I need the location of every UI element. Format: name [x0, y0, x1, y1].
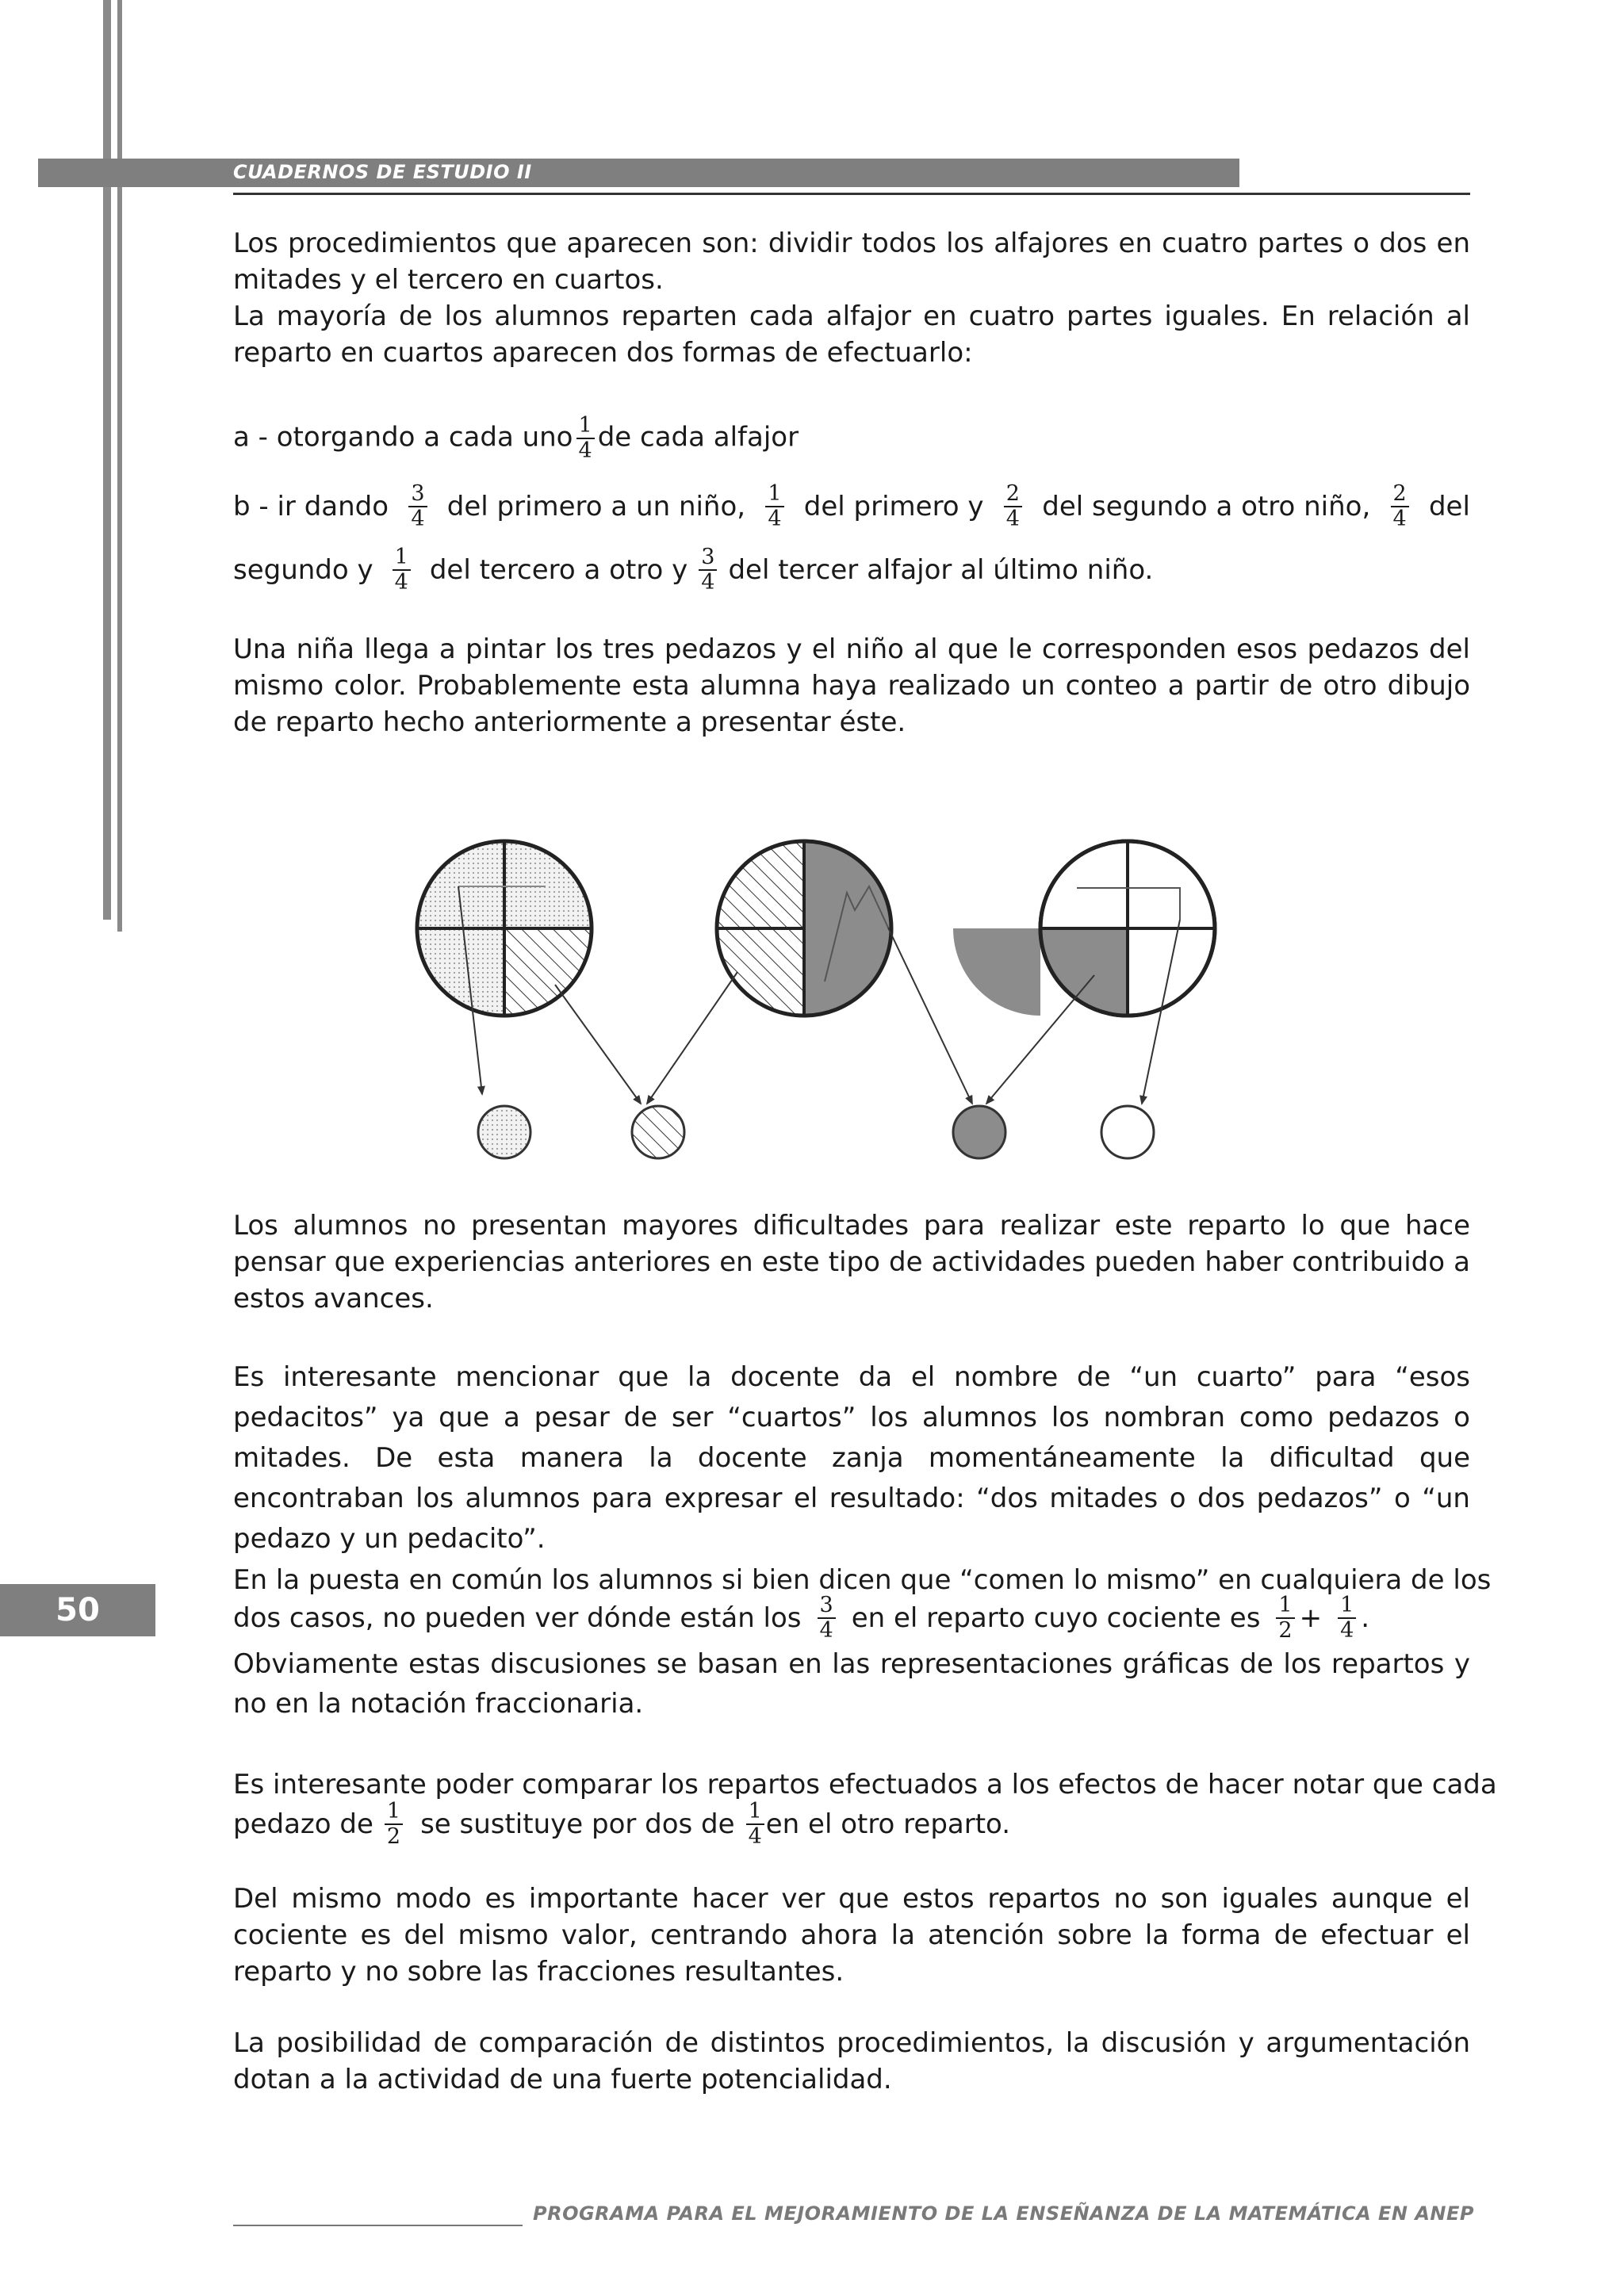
p7-text-1: pedazo de [233, 1808, 373, 1840]
fraction: $\frac{1}{4}$ [765, 482, 783, 531]
cookie-circle-1 [417, 841, 592, 1016]
option-a-text: a - otorgando a cada uno [233, 421, 573, 453]
p7-text-3: en el otro reparto. [765, 1808, 1011, 1840]
paragraph-4: Los alumnos no presentan mayores dificultades para realizar este reparto lo que hace pensar que experiencias anteriores en este tipo de actividades pueden haber contribuido a estos avances. [233, 1210, 1470, 1314]
fraction: $\frac{1}{4}$ [393, 545, 411, 595]
fraction: $\frac{3}{4}$ [699, 545, 717, 595]
fraction: $\frac{2}{4}$ [1004, 482, 1022, 531]
paragraph-3: Una niña llega a pintar los tres pedazos y el niño al que le corresponden esos pedazos del mismo color. Probablemente esta alumna haya realizado un conteo a partir de otro dibujo de reparto hecho anteriormente a presentar éste. [233, 633, 1470, 738]
option-b-cont-text-1: segundo y [233, 554, 373, 586]
paragraph-7-line-1: Es interesante poder comparar los repartos efectuados a los efectos de hacer notar que cada [233, 1769, 1497, 1800]
paragraph-1: Los procedimientos que aparecen son: dividir todos los alfajores en cuatro partes o dos en mitades y el tercero en cuartos. [233, 228, 1470, 296]
cookie-circle-3 [953, 841, 1215, 1016]
option-b-text-2: del primero a un niño, [446, 491, 746, 522]
cookie-circle-2 [717, 841, 891, 1016]
child-circle-4 [1101, 1106, 1154, 1158]
footer-text: PROGRAMA PARA EL MEJORAMIENTO DE LA ENSEÑANZA DE LA MATEMÁTICA EN ANEP [533, 2202, 1474, 2225]
period: . [1361, 1602, 1370, 1634]
header-title: CUADERNOS DE ESTUDIO II [233, 161, 532, 183]
paragraph-9: La posibilidad de comparación de distintos procedimientos, la discusión y argumentación dotan a la actividad de una fuerte potencialidad. [233, 2027, 1470, 2095]
paragraph-6-line-1: En la puesta en común los alumnos si bien dicen que “comen lo mismo” en cualquiera de los [233, 1564, 1492, 1596]
paragraph-6-line-2 [233, 1590, 1470, 1646]
fraction: $\frac{1}{4}$ [746, 1800, 764, 1849]
option-b-text-4: del segundo a otro niño, [1042, 491, 1371, 522]
fraction: $\frac{1}{4}$ [1338, 1594, 1356, 1643]
option-b-text-5: del [1428, 491, 1470, 522]
fraction: $\frac{3}{4}$ [818, 1594, 836, 1643]
option-b-cont-text-2: del tercero a otro y [429, 554, 688, 586]
option-b-text-3: del primero y [803, 491, 984, 522]
option-a-text-end: de cada alfajor [597, 421, 799, 453]
paragraph-7-line-2 [233, 1797, 1470, 1852]
fraction: $\frac{1}{2}$ [1276, 1594, 1294, 1643]
fraction: $\frac{3}{4}$ [408, 482, 427, 531]
paragraph-2: La mayoría de los alumnos reparten cada alfajor en cuatro partes iguales. En relación al reparto en cuartos aparecen dos formas de efectuarlo: [233, 300, 1470, 369]
plus-sign: + [1299, 1602, 1323, 1634]
p7-text-2: se sustituye por dos de [420, 1808, 735, 1840]
fraction: $\frac{1}{4}$ [576, 414, 595, 463]
child-circle-1 [478, 1106, 530, 1158]
child-circle-2 [632, 1106, 684, 1158]
p6-text-1: dos casos, no pueden ver dónde están los [233, 1602, 802, 1634]
fraction: $\frac{2}{4}$ [1391, 482, 1409, 531]
option-b-text-1: b - ir dando [233, 491, 389, 522]
child-circle-3 [953, 1106, 1005, 1158]
option-b-cont-text-3: del tercer alfajor al último niño. [728, 554, 1154, 586]
footer-rule [233, 2225, 523, 2226]
p6-text-2: en el reparto cuyo cociente es [851, 1602, 1261, 1634]
paragraph-5: Es interesante mencionar que la docente da el nombre de “un cuarto” para “esos pedacitos” ya que a pesar de ser “cuartos” los alumnos los nombran como pedazos o mitades. De esta manera la docente zanja momentáneamente la dificultad que encontraban los alumnos para expresar el resultado: “dos mitades o dos pedazos” o “un pedazo y un pedacito”. [233, 1361, 1470, 1555]
paragraph-8: Del mismo modo es importante hacer ver que estos repartos no son iguales aunque el cociente es del mismo valor, centrando ahora la atención sobre la forma de efectuar el reparto y no sobre las fracciones resultantes. [233, 1883, 1470, 1988]
paragraph-6-line-3: Obviamente estas discusiones se basan en las representaciones gráficas de los repartos y no en la notación fraccionaria. [233, 1648, 1470, 1720]
fraction: $\frac{1}{2}$ [385, 1800, 403, 1849]
page-number: 50 [56, 1592, 100, 1628]
